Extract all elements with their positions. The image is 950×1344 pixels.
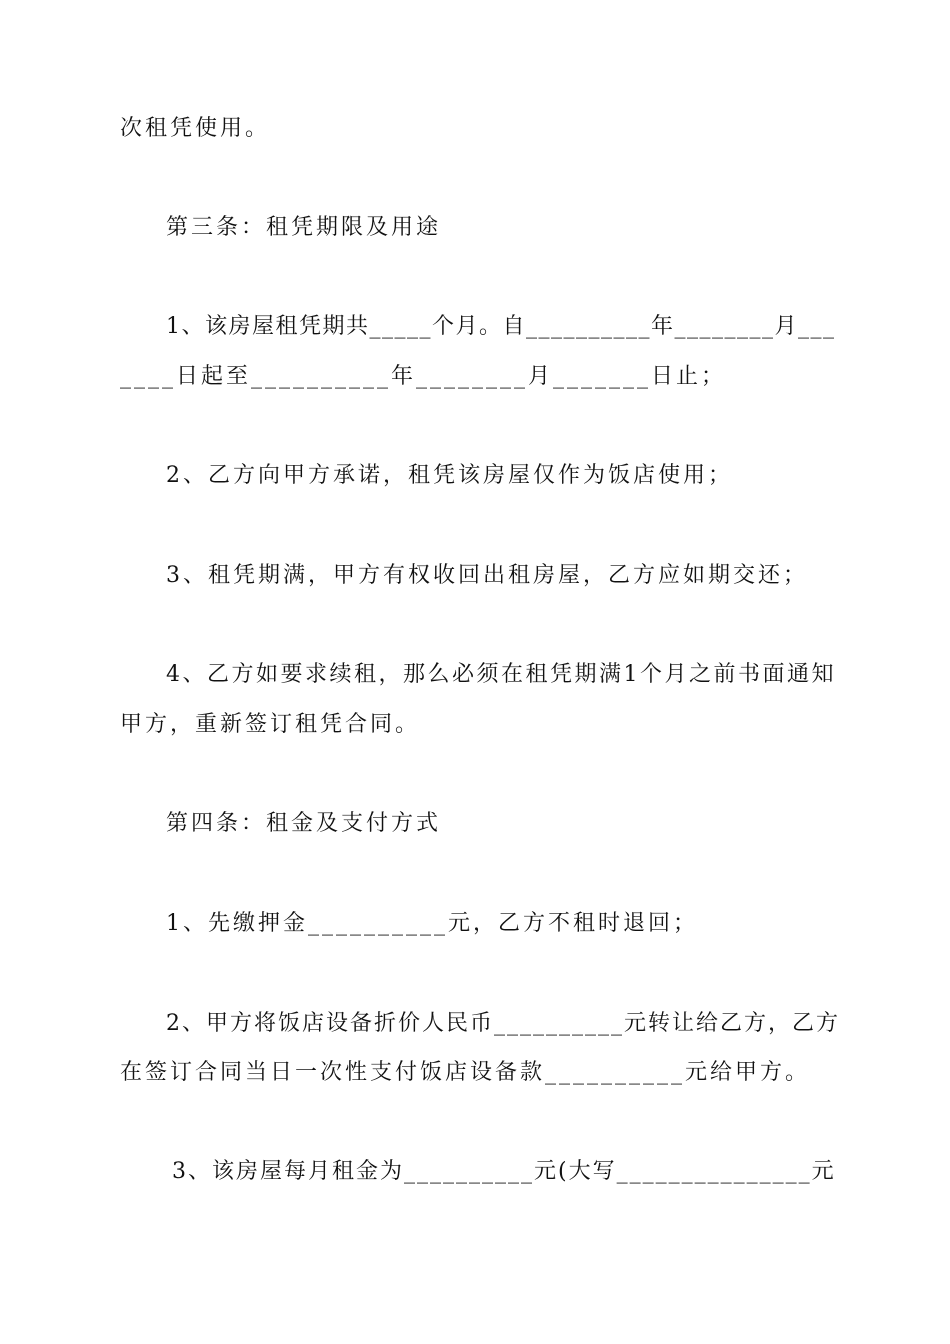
clause-3-2: 2、乙方向甲方承诺，租凭该房屋仅作为饭店使用；	[166, 463, 733, 488]
article-4-heading: 第四条：租金及支付方式	[166, 811, 442, 836]
clause-3-1-line-1: 1、该房屋租凭期共_____个月。自__________年________月___	[166, 314, 836, 339]
clause-3-4-line-2: 甲方，重新签订租凭合同。	[120, 712, 421, 737]
clause-4-1: 1、先缴押金__________元，乙方不租时退回；	[166, 911, 698, 936]
clause-3-1-line-2: ____日起至__________年________月_______日止；	[120, 364, 727, 389]
article-3-heading: 第三条：租凭期限及用途	[166, 215, 442, 240]
clause-4-2-line-1: 2、甲方将饭店设备折价人民币__________元转让给乙方，乙方	[166, 1011, 840, 1036]
clause-3-3: 3、租凭期满，甲方有权收回出租房屋，乙方应如期交还；	[166, 563, 808, 588]
clause-4-3-line-1: 3、该房屋每月租金为__________元(大写_______________元	[172, 1159, 836, 1184]
text-line-continuation: 次租凭使用。	[120, 116, 271, 141]
clause-3-4-line-1: 4、乙方如要求续租，那么必须在租凭期满1个月之前书面通知	[166, 662, 836, 687]
clause-4-2-line-2: 在签订合同当日一次性支付饭店设备款__________元给甲方。	[120, 1060, 811, 1085]
